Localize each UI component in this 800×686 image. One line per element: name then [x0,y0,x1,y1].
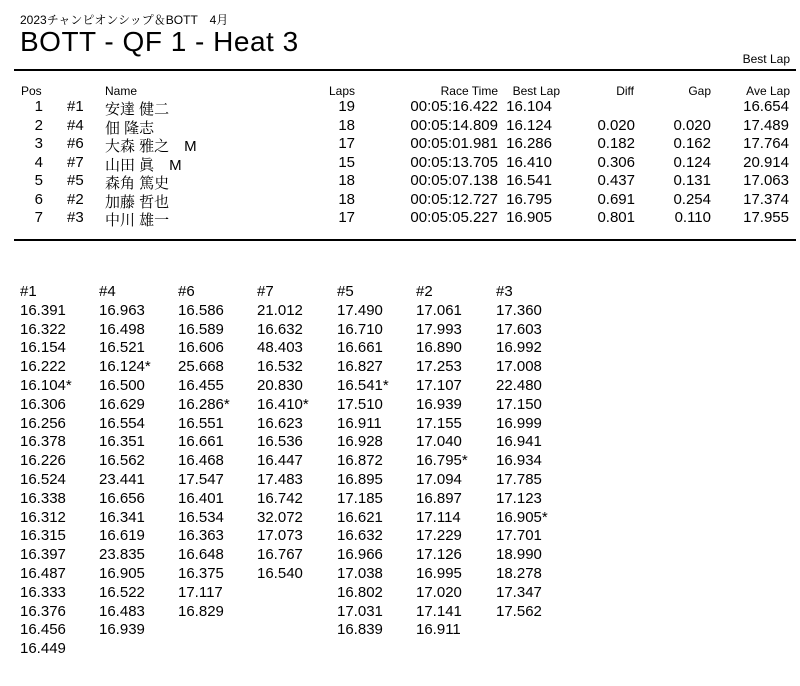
lap-column-kart-header: #5 [337,283,354,300]
result-kart-number: #5 [67,172,84,189]
result-diff: 0.182 [597,135,635,152]
col-header-ave-lap: Ave Lap [746,84,790,98]
result-kart-number: #2 [67,190,84,208]
lap-time: 16.554 [99,414,145,432]
lap-column [99,283,151,640]
result-best-lap: 16.104 [506,98,552,115]
result-diff: 0.437 [597,172,635,189]
lap-time: 16.619 [99,527,145,545]
result-pos: 4 [34,153,43,171]
lap-time: 16.939 [99,621,145,639]
lap-time: 16.154 [20,339,66,357]
table-row [0,98,800,116]
result-diff: 0.306 [597,153,635,171]
lap-time: 16.839 [337,621,383,639]
lap-time: 16.890 [416,339,462,357]
bottom-divider [14,239,796,241]
result-diff: 0.691 [597,190,635,208]
result-gap: 0.020 [673,116,711,134]
lap-time: 16.999 [496,414,542,432]
result-race-time: 00:05:12.727 [410,190,498,208]
lap-time: 16.939 [416,395,462,413]
col-header-diff: Diff [616,84,634,98]
lap-time: 16.992 [496,339,542,357]
lap-time: 16.306 [20,395,66,413]
lap-time: 16.338 [20,489,66,507]
lap-time: 16.333 [20,583,66,601]
lap-time: 17.490 [337,301,383,319]
lap-time: 16.928 [337,433,383,451]
lap-time: 16.629 [99,395,145,413]
table-row [0,154,800,172]
lap-column-kart-header: #1 [20,283,37,300]
lap-time: 16.524 [20,470,66,488]
lap-time: 16.521 [99,339,145,357]
lap-column-kart-header: #4 [99,283,116,300]
lap-time: 16.378 [20,433,66,451]
result-pos: 2 [34,116,43,134]
lap-time: 16.621 [337,508,383,526]
lap-time: 16.767 [257,546,303,564]
lap-time: 16.532 [257,358,303,376]
lap-time: 17.094 [416,470,462,488]
lap-time: 16.941 [496,433,542,451]
lap-time: 16.500 [99,376,145,394]
lap-time: 23.835 [99,546,145,564]
lap-time: 16.483 [99,602,145,620]
lap-time: 16.401 [178,489,224,507]
lap-time: 17.360 [496,301,542,319]
lap-time: 16.410* [257,395,309,413]
result-pos: 3 [34,135,43,152]
lap-time: 16.397 [20,546,66,564]
result-laps: 18 [338,116,355,134]
lap-time: 17.061 [416,301,462,319]
lap-time: 17.603 [496,320,542,338]
result-driver-name: 山田 眞 M [105,156,182,174]
result-laps: 19 [338,98,355,115]
col-header-laps: Laps [328,84,355,98]
results-header-row [0,84,800,98]
lap-time: 16.648 [178,546,224,564]
event-subtitle: 2023チャンピオンシップ＆BOTT 4月 [20,13,229,27]
result-ave-lap: 20.914 [743,153,789,171]
result-driver-name: 大森 雅之 M [105,138,197,155]
lap-time: 16.895 [337,470,383,488]
result-diff: 0.020 [597,116,635,134]
lap-time: 16.341 [99,508,145,526]
lap-time: 16.934 [496,452,542,470]
lap-time: 16.455 [178,376,224,394]
lap-time: 17.038 [337,564,383,582]
lap-time: 23.441 [99,470,145,488]
result-laps: 15 [338,153,355,171]
lap-time: 16.905* [496,508,548,526]
result-laps: 17 [338,135,355,152]
lap-time: 16.562 [99,452,145,470]
lap-time: 16.829 [178,602,224,620]
lap-time: 18.278 [496,564,542,582]
col-header-race-time: Race Time [440,84,498,98]
lap-time: 22.480 [496,376,542,394]
lap-time: 16.966 [337,546,383,564]
lap-time: 16.322 [20,320,66,338]
result-gap: 0.131 [673,172,711,189]
table-row [0,117,800,135]
lap-time: 16.606 [178,339,224,357]
lap-time: 17.253 [416,358,462,376]
lap-time: 17.510 [337,395,383,413]
result-pos: 5 [34,172,43,189]
result-driver-name: 安達 健二 [105,101,170,118]
result-ave-lap: 17.489 [743,116,789,134]
lap-time: 16.586 [178,301,224,319]
lap-time: 16.589 [178,320,224,338]
lap-time: 16.742 [257,489,303,507]
lap-time: 17.123 [496,489,542,507]
lap-time: 16.802 [337,583,383,601]
page-title: BOTT - QF 1 - Heat 3 [20,26,299,57]
lap-time: 16.995 [416,564,462,582]
result-race-time: 00:05:01.981 [410,135,498,152]
result-race-time: 00:05:16.422 [410,98,498,115]
lap-time: 16.375 [178,564,224,582]
lap-time: 16.226 [20,452,66,470]
lap-time: 17.155 [416,414,462,432]
lap-time: 21.012 [257,301,303,319]
lap-time: 16.447 [257,452,303,470]
lap-time: 16.897 [416,489,462,507]
lap-column [178,283,230,621]
result-kart-number: #3 [67,209,84,226]
lap-time: 16.872 [337,452,383,470]
lap-time: 16.351 [99,433,145,451]
result-laps: 18 [338,172,355,189]
lap-column-kart-header: #6 [178,283,195,300]
lap-time: 17.114 [416,508,461,526]
table-row [0,135,800,153]
result-ave-lap: 17.063 [743,172,789,189]
result-kart-number: #6 [67,135,84,152]
lap-time: 17.150 [496,395,542,413]
lap-time: 16.536 [257,433,303,451]
lap-time: 16.661 [337,339,383,357]
lap-time: 16.256 [20,414,66,432]
lap-time: 16.104* [20,376,72,394]
lap-time: 17.107 [416,376,462,394]
lap-time: 17.040 [416,433,462,451]
result-ave-lap: 17.374 [743,190,789,208]
lap-time: 17.347 [496,583,542,601]
lap-time: 17.483 [257,470,303,488]
lap-time: 16.498 [99,320,145,338]
result-kart-number: #4 [67,116,84,134]
result-race-time: 00:05:05.227 [410,209,498,226]
col-header-pos: Pos [21,84,42,98]
lap-time: 16.795* [416,452,468,470]
lap-time: 16.363 [178,527,224,545]
lap-time: 16.911 [337,414,382,432]
result-race-time: 00:05:07.138 [410,172,498,189]
result-gap: 0.124 [673,153,711,171]
lap-time: 16.540 [257,564,303,582]
lap-time: 16.487 [20,564,66,582]
result-gap: 0.254 [673,190,711,208]
lap-time: 16.468 [178,452,224,470]
result-driver-name: 佃 隆志 [105,119,155,137]
table-row [0,172,800,190]
lap-time: 16.312 [20,508,66,526]
lap-time: 48.403 [257,339,303,357]
lap-time: 17.008 [496,358,542,376]
lap-time: 16.222 [20,358,66,376]
lap-time: 16.315 [20,527,66,545]
lap-column [496,283,548,621]
lap-time: 17.547 [178,470,224,488]
result-gap: 0.162 [673,135,711,152]
result-ave-lap: 17.764 [743,135,789,152]
lap-time: 17.117 [178,583,223,601]
lap-time: 17.229 [416,527,462,545]
result-driver-name: 加藤 哲也 [105,193,170,211]
lap-time: 17.031 [337,602,383,620]
result-pos: 7 [34,209,43,226]
result-race-time: 00:05:14.809 [410,116,498,134]
result-ave-lap: 16.654 [743,98,789,115]
lap-time: 18.990 [496,546,542,564]
table-row [0,191,800,209]
lap-time: 16.124* [99,358,151,376]
lap-time: 16.534 [178,508,224,526]
lap-time: 16.456 [20,621,66,639]
lap-time: 16.632 [337,527,383,545]
lap-time: 16.391 [20,301,66,319]
result-laps: 17 [338,209,355,226]
lap-time: 17.020 [416,583,462,601]
lap-time: 16.911 [416,621,461,639]
result-pos: 6 [34,190,43,208]
result-best-lap: 16.541 [506,172,552,189]
result-pos: 1 [34,98,43,115]
lap-time: 16.551 [178,414,224,432]
lap-time: 16.286* [178,395,230,413]
result-race-time: 00:05:13.705 [410,153,498,171]
result-best-lap: 16.286 [506,135,552,152]
lap-time: 17.185 [337,489,383,507]
lap-time: 16.632 [257,320,303,338]
lap-time: 16.449 [20,640,66,658]
lap-time: 16.963 [99,301,145,319]
lap-time: 17.701 [496,527,542,545]
result-diff: 0.801 [597,209,635,226]
result-ave-lap: 17.955 [743,209,789,226]
lap-time: 16.541* [337,376,389,394]
lap-time: 16.522 [99,583,145,601]
lap-time: 16.710 [337,320,383,338]
lap-column [257,283,309,584]
lap-time: 17.126 [416,546,462,564]
col-header-gap: Gap [688,84,711,98]
result-best-lap: 16.410 [506,153,552,171]
lap-column-kart-header: #7 [257,283,274,300]
best-lap-caption: Best Lap [742,52,790,66]
lap-time: 16.623 [257,414,303,432]
lap-time: 17.141 [416,602,462,620]
lap-time: 16.661 [178,433,224,451]
result-driver-name: 中川 雄一 [105,212,170,229]
result-best-lap: 16.124 [506,116,552,134]
lap-time: 25.668 [178,358,224,376]
lap-time: 16.905 [99,564,145,582]
col-header-name: Name [105,84,138,98]
lap-column [337,283,389,640]
table-row [0,209,800,227]
lap-time: 17.993 [416,320,462,338]
result-best-lap: 16.905 [506,209,552,226]
lap-time: 16.376 [20,602,66,620]
lap-time: 16.656 [99,489,145,507]
lap-column-kart-header: #3 [496,283,513,300]
top-divider [14,69,796,71]
result-gap: 0.110 [674,209,711,226]
result-driver-name: 森角 篤史 [105,175,170,192]
lap-column-kart-header: #2 [416,283,433,300]
lap-time: 32.072 [257,508,303,526]
lap-time: 17.073 [257,527,303,545]
result-best-lap: 16.795 [506,190,552,208]
lap-column [416,283,468,640]
col-header-best-lap: Best Lap [512,84,560,98]
lap-column [20,283,72,659]
result-kart-number: #1 [67,98,84,115]
lap-time: 17.785 [496,470,542,488]
lap-time: 17.562 [496,602,542,620]
result-kart-number: #7 [67,153,84,171]
lap-time: 20.830 [257,376,303,394]
result-laps: 18 [338,190,355,208]
lap-time: 16.827 [337,358,383,376]
